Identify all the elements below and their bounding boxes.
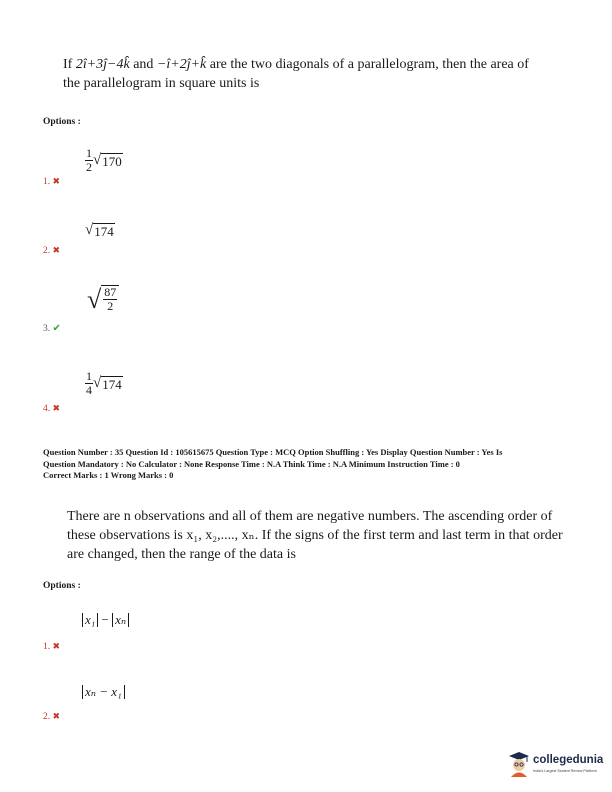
- q2-options-heading: Options :: [43, 581, 81, 591]
- brand-name: collegedunia: [533, 754, 604, 766]
- wrong-mark-icon: ✖: [52, 176, 61, 186]
- q1-option-4-label: 4. ✖: [43, 403, 61, 414]
- wrong-mark-icon: ✖: [52, 711, 61, 721]
- q1-option-4-expression: [85, 370, 123, 397]
- check-mark-icon: ✔: [52, 323, 61, 334]
- q2-line-3: are changed, then the range of the data is: [67, 547, 296, 562]
- q1-option-3-sqrt: √ $\frac{87}{2}$: [87, 285, 119, 315]
- q1-option-3-fraction: $\frac{87}{2}$: [104, 285, 117, 313]
- q2-option-1-label: 1. ✖: [43, 641, 61, 652]
- collegedunia-logo: [508, 749, 608, 781]
- q1-option-1-fraction: $\frac{1}{2}$: [86, 146, 92, 174]
- graduate-icon: [508, 751, 530, 777]
- q1-rest: are the two diagonals of a parallelogram, then the area of: [209, 57, 529, 72]
- q1-if: If: [63, 57, 73, 72]
- question-2-text: [67, 507, 567, 564]
- q2-option-1-expression: x₁ − xₙ: [82, 612, 129, 628]
- brand-tagline: India's Largest Student Review Platform: [533, 769, 597, 773]
- q1-vector-1: 2î+3ĵ−4k̂: [75, 57, 130, 72]
- q1-options-heading: Options :: [43, 117, 81, 127]
- q1-line-2: the parallelogram in square units is: [63, 76, 260, 91]
- q1-option-2-label: 2. ✖: [43, 245, 61, 256]
- q1-option-2-expression: [85, 222, 115, 239]
- wrong-mark-icon: ✖: [52, 403, 61, 413]
- q1-option-4-sqrt: √ 174: [93, 374, 122, 392]
- question-meta: [43, 447, 583, 482]
- q1-option-4-fraction: $\frac{1}{4}$: [86, 369, 92, 397]
- q2-option-2-label: 2. ✖: [43, 711, 61, 722]
- q2-line-2: these observations is x₁, x₂,...., xₙ. If the signs of the first term and last term in that order: [67, 528, 563, 543]
- q1-option-2-sqrt: √ 174: [85, 222, 114, 240]
- meta-line-1: Question Number : 35 Question Id : 105615675 Question Type : MCQ Option Shuffling : Yes Display Question Number : Yes Is: [43, 447, 503, 457]
- meta-line-2: Question Mandatory : No Calculator : None Response Time : N.A Think Time : N.A Minimum Instruction Time : 0: [43, 458, 460, 469]
- wrong-mark-icon: ✖: [52, 641, 61, 651]
- q1-option-3-expression: [87, 285, 119, 315]
- question-1-text: [63, 55, 563, 93]
- q1-vector-2: −î+2ĵ+k̂: [156, 57, 207, 72]
- wrong-mark-icon: ✖: [52, 245, 61, 255]
- meta-line-3: Correct Marks : 1 Wrong Marks : 0: [43, 470, 174, 480]
- q2-option-2-expression: xₙ − x₁: [82, 684, 125, 700]
- q1-option-1-expression: [85, 147, 123, 174]
- q1-and: and: [133, 57, 154, 72]
- q1-option-1-sqrt: √ 170: [93, 151, 122, 169]
- q1-option-3-label: 3. ✔: [43, 323, 61, 334]
- q2-line-1: There are n observations and all of them are negative numbers. The ascending order of: [67, 509, 553, 524]
- q1-option-1-label: 1. ✖: [43, 176, 61, 187]
